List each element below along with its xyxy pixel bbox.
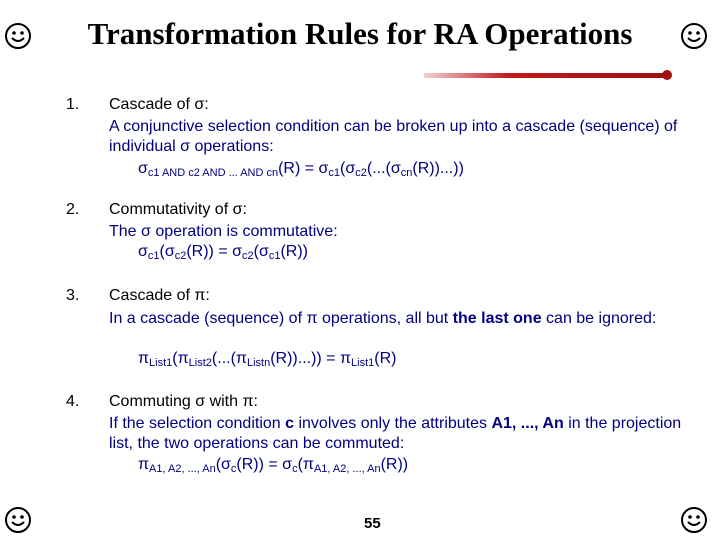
rule-description: A conjunctive selection condition can be broken up into a cascade (sequence) of individual σ operations: [109, 118, 678, 155]
rule-description: In a cascade (sequence) of π operations, all but the last one can be ignored: [109, 310, 657, 327]
title-underline [424, 73, 665, 78]
rule-heading: Commutativity of σ: [109, 201, 247, 218]
smiley-icon [680, 506, 708, 534]
smiley-icon [4, 22, 32, 50]
page-number: 55 [364, 515, 381, 532]
title-underline-dot [662, 70, 672, 80]
rule-number: 4. [66, 393, 80, 410]
rule-formula: $\sigma_{c1 AND c2 AND ... AND cn}(R) = \sigma_{c1}(\sigma_{c2}(...(\sigma_{cn}(R))...))$ [138, 160, 464, 179]
rule-number: 1. [66, 96, 80, 113]
rule-heading: Cascade of π: [109, 287, 210, 304]
rule-number: 2. [66, 201, 80, 218]
smiley-icon [680, 22, 708, 50]
smiley-icon [4, 506, 32, 534]
rule-description: The σ operation is commutative: [109, 223, 338, 240]
rule-formula: $\pi_{A1, A2, ..., An}(\sigma_c(R)) = \sigma_c(\pi_{A1, A2, ..., An}(R))$ [138, 456, 409, 475]
rule-description: If the selection condition c involves only the attributes A1, ..., An in the projection list, the two operations can be commuted: [109, 415, 682, 452]
rule-heading: Commuting σ with π: [109, 393, 258, 410]
slide-title: Transformation Rules for RA Operations [87, 16, 633, 51]
rule-formula: $\pi_{List1}(\pi_{List2}(...(\pi_{Listn}(R))...)) = \pi_{List1}(R)$ [138, 350, 397, 369]
rule-number: 3. [66, 287, 80, 304]
rule-heading: Cascade of σ: [109, 96, 209, 113]
rule-formula: $\sigma_{c1}(\sigma_{c2}(R)) = \sigma_{c2}(\sigma_{c1}(R))$ [138, 243, 308, 262]
